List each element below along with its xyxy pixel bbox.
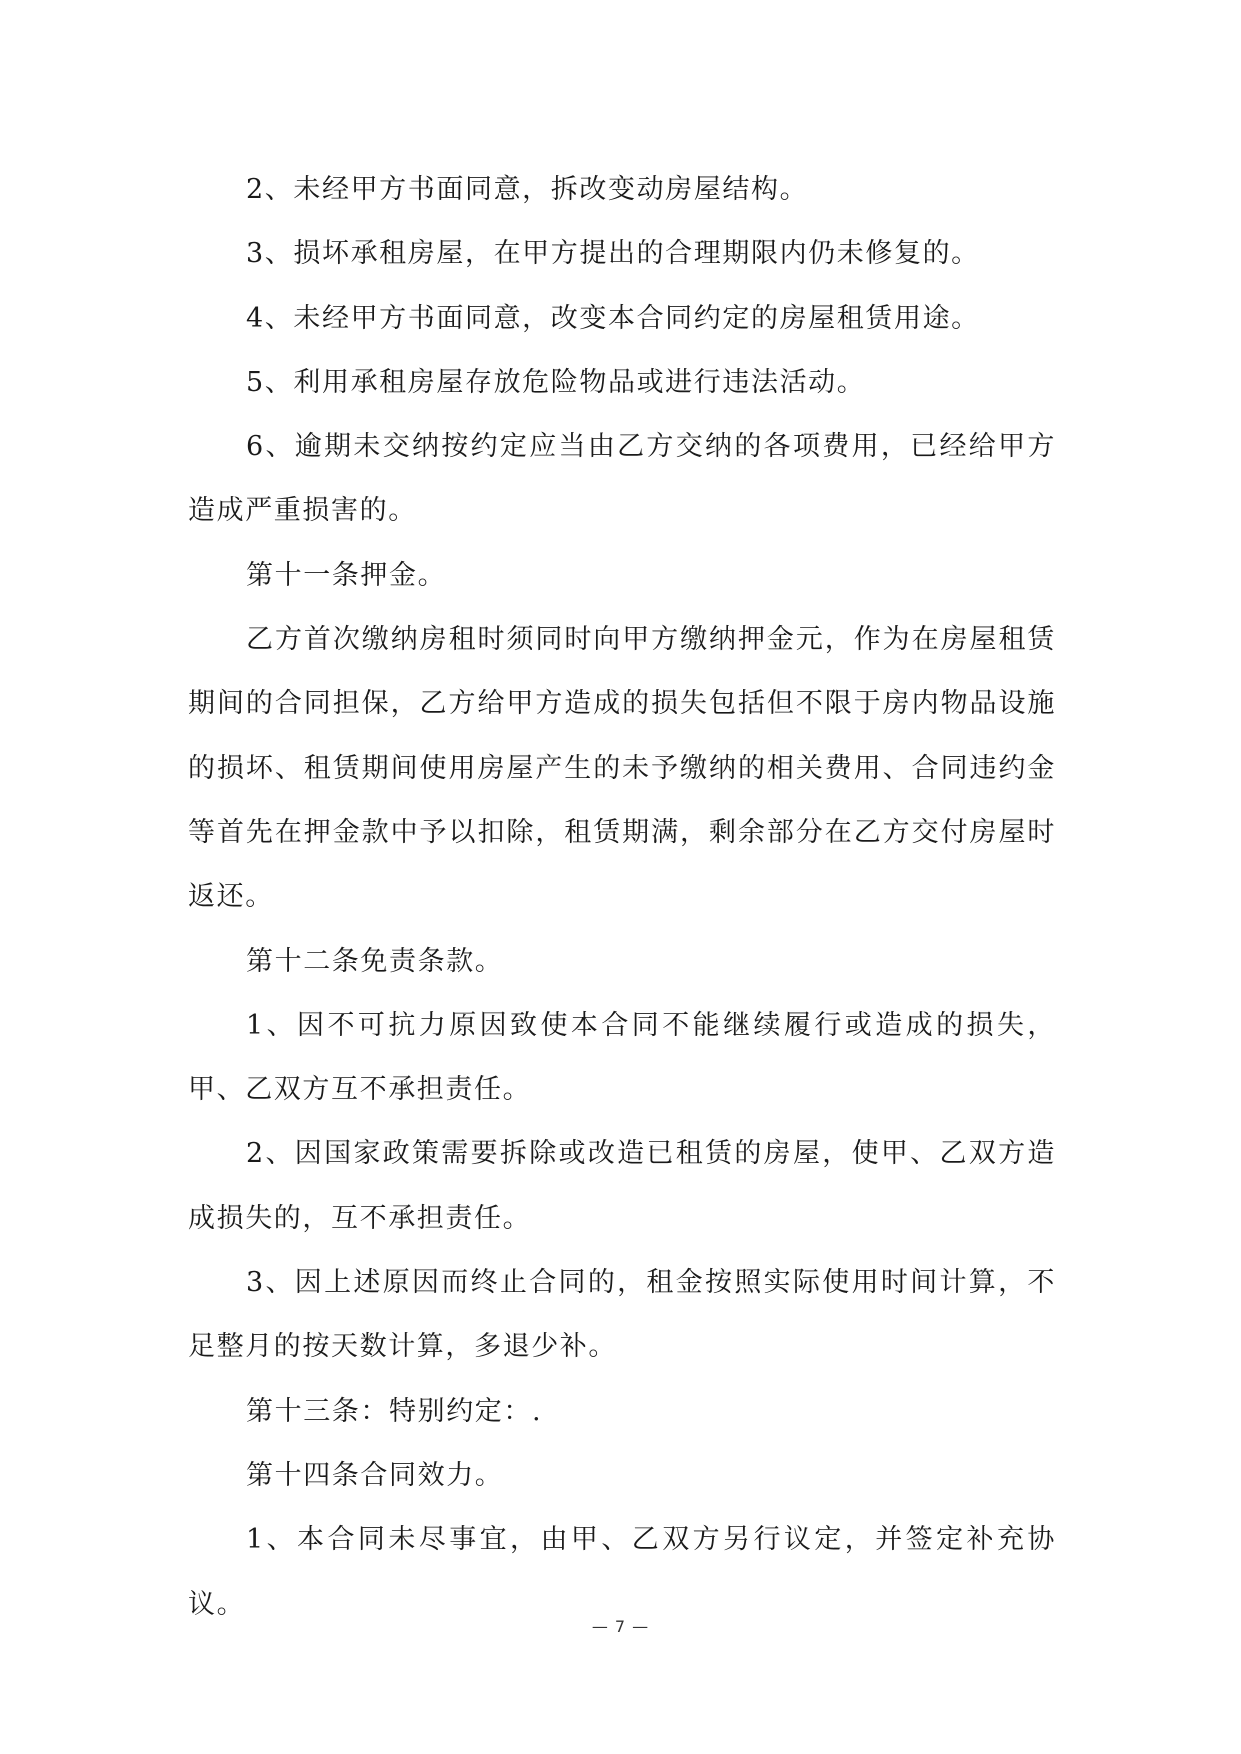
document-body xyxy=(188,158,1056,1637)
paragraph-clause-5: 5、利用承租房屋存放危险物品或进行违法活动。 xyxy=(246,366,866,398)
paragraph-clause-6: 6、逾期未交纳按约定应当由乙方交纳的各项费用，已经给甲方造成严重损害的。 xyxy=(188,431,1056,527)
paragraph-exemption-2: 2、因国家政策需要拆除或改造已租赁的房屋，使甲、乙双方造成损失的，互不承担责任。 xyxy=(188,1138,1056,1234)
section-heading-article-12: 第十二条免责条款。 xyxy=(246,945,504,977)
page-number: — 7 — xyxy=(591,1617,650,1636)
paragraph-clause-4: 4、未经甲方书面同意，改变本合同约定的房屋租赁用途。 xyxy=(246,302,980,334)
paragraph-clause-2: 2、未经甲方书面同意，拆改变动房屋结构。 xyxy=(246,174,809,205)
section-heading-article-13: 第十三条：特别约定：. xyxy=(246,1395,543,1427)
paragraph-exemption-3: 3、因上述原因而终止合同的，租金按照实际使用时间计算，不足整月的按天数计算，多退少补。 xyxy=(188,1267,1056,1363)
paragraph-effect-1: 1、本合同未尽事宜，由甲、乙双方另行议定，并签定补充协议。 xyxy=(188,1524,1056,1620)
paragraph-clause-3: 3、损坏承租房屋，在甲方提出的合理期限内仍未修复的。 xyxy=(246,238,980,270)
paragraph-exemption-1: 1、因不可抗力原因致使本合同不能继续履行或造成的损失，甲、乙双方互不承担责任。 xyxy=(188,1009,1056,1106)
section-heading-article-14: 第十四条合同效力。 xyxy=(246,1459,504,1491)
paragraph-deposit: 乙方首次缴纳房租时须同时向甲方缴纳押金元，作为在房屋租赁期间的合同担保，乙方给甲方造成的损失包括但不限于房内物品设施的损坏、租赁期间使用房屋产生的未予缴纳的相关费用、合同违约金等首先在押金款中予以扣除，租赁期满，剩余部分在乙方交付房屋时返还。 xyxy=(188,624,1056,913)
section-heading-article-11: 第十一条押金。 xyxy=(246,559,447,591)
